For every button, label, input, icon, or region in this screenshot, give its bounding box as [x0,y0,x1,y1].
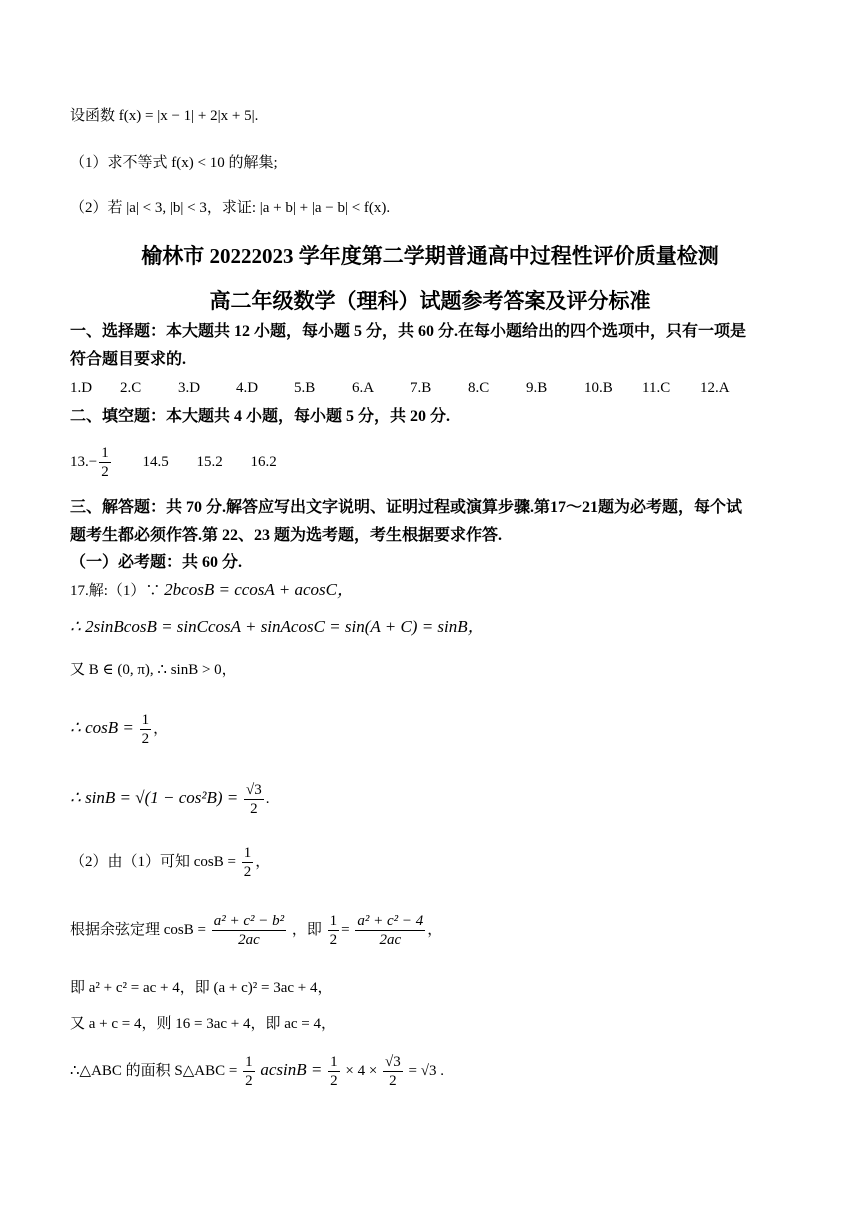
fraction-denominator: 2 [329,932,338,949]
substituted-fraction [355,912,425,949]
fraction-numerator: a² + c² − 4 [357,913,424,930]
fill-answers [70,440,277,484]
problem-intro: 设函数 f(x) = |x − 1| + 2|x + 5|. [70,108,259,124]
fraction-denominator: 2 [243,864,252,881]
fraction-denominator: 2 [245,1073,253,1090]
solution-line-2: ∴ 2sinBcosB = sinCcosA + sinAcosC = sin(A + C) = sinB， [70,617,485,636]
fraction-numerator: a² + c² − b² [213,913,285,930]
answer-2: 2.C [120,380,142,396]
answer-1: 1.D [70,380,93,396]
required-heading: （一）必考题：共 60 分. [70,554,243,571]
part2-prefix: （2）由（1）可知 cosB = [70,854,236,870]
solution-line-9: 又 a + c = 4，则 16 = 3ac + 4，即 ac = 4， [70,1016,336,1032]
fraction-numerator: 1 [141,712,150,729]
fraction-numerator: √3 [246,782,262,799]
cosine-rule-fraction [212,912,286,949]
solution-line-1 [70,580,354,601]
section1-heading-line1: 一、选择题：本大题共 12 小题，每小题 5 分，共 60 分.在每小题给出的四个选项中，只有一项是 [70,323,747,340]
area-times: × 4 × [345,1063,378,1079]
fraction-numerator: 1 [245,1054,253,1071]
answer-5: 5.B [294,380,316,396]
problem-part2: （2）若 |a| < 3, |b| < 3，求证: |a + b| + |a − b| < f(x). [70,200,391,216]
section3-heading-line1: 三、解答题：共 70 分.解答应写出文字说明、证明过程或演算步骤.第17～21题为必考题，每个试 [70,499,743,516]
half-fraction [328,912,340,949]
section1-heading-line2: 符合题目要求的. [70,351,187,368]
solution-line-10 [70,1048,444,1093]
half-fraction [328,1053,340,1090]
fraction-numerator: 1 [101,445,109,462]
answer-14: 14.5 [142,454,169,470]
solution-line-8: 即 a² + c² = ac + 4，即 (a + c)² = 3ac + 4， [70,980,333,996]
answer-6: 6.A [352,380,375,396]
cosb-prefix: ∴ cosB = [70,718,134,737]
fraction-denominator: 2 [389,1073,397,1090]
answer-9: 9.B [526,380,548,396]
solution-line-5: ∴ sinB = √(1 − cos²B) = $\frac{√3}{2}$ . [70,782,270,818]
answer-7: 7.B [410,380,432,396]
section3-heading-line2: 题考生都必须作答.第 22、23 题为选考题，考生根据要求作答. [70,527,503,544]
area-prefix: ∴△ABC 的面积 S△ABC = [70,1063,238,1079]
problem-part1: （1）求不等式 f(x) < 10 的解集; [70,155,278,171]
given-equation: 2bcosB = ccosA + acosC， [164,580,354,599]
answer-8: 8.C [468,380,490,396]
fraction-denominator: 2ac [379,932,402,949]
answer-12: 12.A [700,380,730,396]
answer-13-prefix: 13.− [70,454,98,470]
solution-line-6: （2）由（1）可知 cosB = $\frac{1}{2}$ ， [70,845,271,881]
sinb-prefix: ∴ sinB = √(1 − cos²B) = [70,788,239,807]
solution-line-3: 又 B ∈ (0, π), ∴ sinB > 0， [70,662,237,678]
fraction-denominator: 2 [101,464,109,481]
cosine-rule-prefix: 根据余弦定理 cosB = [70,922,206,938]
answer-13-fraction [99,444,111,481]
half-fraction [243,1053,255,1090]
fraction-numerator: 1 [243,845,252,862]
sqrt3-half-fraction [383,1053,403,1090]
section2-heading: 二、填空题：本大题共 4 小题，每小题 5 分，共 20 分. [70,408,451,425]
half-fraction [140,711,152,748]
sub-title: 高二年级数学（理科）试题参考答案及评分标准 [209,289,651,313]
fraction-numerator: 1 [329,913,338,930]
solution-label: 17.解:（1）∵ [70,583,161,599]
choice-answers [70,378,758,398]
answer-4: 4.D [236,380,259,396]
half-fraction [242,844,254,881]
fraction-denominator: 2ac [238,932,260,949]
sqrt3-half-fraction [244,781,264,818]
fraction-denominator: 2 [330,1073,338,1090]
solution-line-7: 根据余弦定理 cosB = $\frac{\text{a² + c² − b²}}{2ac}$ ，即 $\frac{1}{2}$ = $\frac{\text{a² + c² − 4}}{2ac}$ ， [70,913,443,949]
connector-text: ，即 [291,922,322,938]
fraction-numerator: √3 [385,1054,401,1071]
area-mid: acsinB = [260,1060,323,1079]
answer-11: 11.C [642,380,671,396]
answer-10: 10.B [584,380,613,396]
area-result: = √3 . [408,1063,444,1079]
main-title: 榆林市 20222023 学年度第二学期普通高中过程性评价质量检测 [141,244,719,268]
fraction-numerator: 1 [330,1054,338,1071]
solution-line-4: ∴ cosB = $\frac{1}{2}$ ， [70,712,169,748]
answer-15: 15.2 [196,454,223,470]
fraction-denominator: 2 [141,731,150,748]
answer-16: 16.2 [250,454,277,470]
answer-3: 3.D [178,380,201,396]
fraction-denominator: 2 [250,801,258,818]
